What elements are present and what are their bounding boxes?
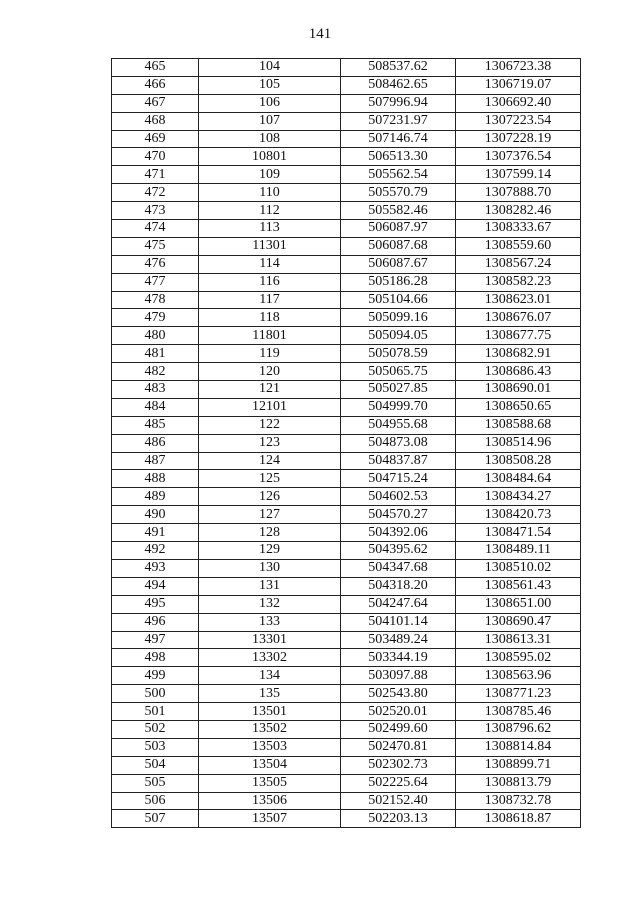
x-coordinate-cell: 502203.13 [341,810,456,828]
x-coordinate-cell: 505065.75 [341,363,456,381]
row-number-cell: 481 [112,345,199,363]
x-coordinate-cell: 502225.64 [341,774,456,792]
x-coordinate-cell: 502499.60 [341,720,456,738]
row-number-cell: 487 [112,452,199,470]
point-id-cell: 119 [199,345,341,363]
row-number-cell: 488 [112,470,199,488]
row-number-cell: 469 [112,130,199,148]
table-row [112,59,581,77]
table-row [112,703,581,721]
y-coordinate-cell: 1308434.27 [456,488,581,506]
row-number-cell: 501 [112,703,199,721]
y-coordinate-cell: 1308561.43 [456,577,581,595]
y-coordinate-cell: 1308484.64 [456,470,581,488]
y-coordinate-cell: 1308420.73 [456,506,581,524]
y-coordinate-cell: 1308582.23 [456,273,581,291]
row-number-cell: 498 [112,649,199,667]
row-number-cell: 468 [112,112,199,130]
point-id-cell: 132 [199,595,341,613]
y-coordinate-cell: 1306719.07 [456,76,581,94]
row-number-cell: 483 [112,381,199,399]
point-id-cell: 105 [199,76,341,94]
x-coordinate-cell: 505582.46 [341,202,456,220]
x-coordinate-cell: 504999.70 [341,398,456,416]
point-id-cell: 13506 [199,792,341,810]
x-coordinate-cell: 502152.40 [341,792,456,810]
point-id-cell: 12101 [199,398,341,416]
x-coordinate-cell: 508537.62 [341,59,456,77]
row-number-cell: 479 [112,309,199,327]
table-row [112,577,581,595]
table-row [112,738,581,756]
row-number-cell: 496 [112,613,199,631]
point-id-cell: 106 [199,94,341,112]
point-id-cell: 107 [199,112,341,130]
point-id-cell: 125 [199,470,341,488]
row-number-cell: 506 [112,792,199,810]
table-row [112,685,581,703]
point-id-cell: 109 [199,166,341,184]
row-number-cell: 486 [112,434,199,452]
x-coordinate-cell: 504318.20 [341,577,456,595]
point-id-cell: 116 [199,273,341,291]
point-id-cell: 135 [199,685,341,703]
row-number-cell: 497 [112,631,199,649]
point-id-cell: 124 [199,452,341,470]
y-coordinate-cell: 1308813.79 [456,774,581,792]
point-id-cell: 110 [199,184,341,202]
table-row [112,649,581,667]
y-coordinate-cell: 1308282.46 [456,202,581,220]
x-coordinate-cell: 502470.81 [341,738,456,756]
table-row [112,291,581,309]
table-row [112,810,581,828]
y-coordinate-cell: 1308796.62 [456,720,581,738]
row-number-cell: 491 [112,524,199,542]
x-coordinate-cell: 505104.66 [341,291,456,309]
row-number-cell: 480 [112,327,199,345]
table-row [112,255,581,273]
point-id-cell: 121 [199,381,341,399]
row-number-cell: 503 [112,738,199,756]
table-row [112,202,581,220]
y-coordinate-cell: 1308677.75 [456,327,581,345]
table-row [112,470,581,488]
x-coordinate-cell: 503344.19 [341,649,456,667]
y-coordinate-cell: 1308559.60 [456,237,581,255]
y-coordinate-cell: 1307376.54 [456,148,581,166]
y-coordinate-cell: 1308899.71 [456,756,581,774]
point-id-cell: 11301 [199,237,341,255]
y-coordinate-cell: 1308676.07 [456,309,581,327]
row-number-cell: 470 [112,148,199,166]
y-coordinate-cell: 1307599.14 [456,166,581,184]
table-row [112,76,581,94]
point-id-cell: 114 [199,255,341,273]
row-number-cell: 475 [112,237,199,255]
row-number-cell: 466 [112,76,199,94]
table-row [112,184,581,202]
y-coordinate-cell: 1307223.54 [456,112,581,130]
x-coordinate-cell: 504570.27 [341,506,456,524]
row-number-cell: 474 [112,220,199,238]
point-id-cell: 118 [199,309,341,327]
page-number: 141 [308,26,332,42]
table-row [112,488,581,506]
y-coordinate-cell: 1308563.96 [456,667,581,685]
point-id-cell: 13301 [199,631,341,649]
y-coordinate-cell: 1308623.01 [456,291,581,309]
point-id-cell: 131 [199,577,341,595]
x-coordinate-cell: 507231.97 [341,112,456,130]
y-coordinate-cell: 1308514.96 [456,434,581,452]
table-row [112,559,581,577]
table-row [112,112,581,130]
x-coordinate-cell: 506087.68 [341,237,456,255]
coordinates-table-body [112,59,581,828]
table-row [112,148,581,166]
y-coordinate-cell: 1307228.19 [456,130,581,148]
table-row [112,130,581,148]
table-row [112,327,581,345]
row-number-cell: 492 [112,542,199,560]
point-id-cell: 127 [199,506,341,524]
y-coordinate-cell: 1306692.40 [456,94,581,112]
x-coordinate-cell: 507146.74 [341,130,456,148]
y-coordinate-cell: 1308471.54 [456,524,581,542]
table-row [112,595,581,613]
y-coordinate-cell: 1308686.43 [456,363,581,381]
y-coordinate-cell: 1308651.00 [456,595,581,613]
y-coordinate-cell: 1308489.11 [456,542,581,560]
table-row [112,542,581,560]
x-coordinate-cell: 504347.68 [341,559,456,577]
row-number-cell: 505 [112,774,199,792]
row-number-cell: 484 [112,398,199,416]
row-number-cell: 494 [112,577,199,595]
table-row [112,631,581,649]
x-coordinate-cell: 505094.05 [341,327,456,345]
y-coordinate-cell: 1308567.24 [456,255,581,273]
y-coordinate-cell: 1308588.68 [456,416,581,434]
point-id-cell: 13502 [199,720,341,738]
x-coordinate-cell: 502543.80 [341,685,456,703]
table-row [112,345,581,363]
table-row [112,774,581,792]
x-coordinate-cell: 505099.16 [341,309,456,327]
x-coordinate-cell: 506513.30 [341,148,456,166]
y-coordinate-cell: 1308732.78 [456,792,581,810]
row-number-cell: 507 [112,810,199,828]
point-id-cell: 113 [199,220,341,238]
table-row [112,381,581,399]
table-row [112,273,581,291]
table-row [112,309,581,327]
point-id-cell: 122 [199,416,341,434]
x-coordinate-cell: 507996.94 [341,94,456,112]
y-coordinate-cell: 1308618.87 [456,810,581,828]
point-id-cell: 13501 [199,703,341,721]
row-number-cell: 478 [112,291,199,309]
row-number-cell: 477 [112,273,199,291]
x-coordinate-cell: 508462.65 [341,76,456,94]
row-number-cell: 502 [112,720,199,738]
x-coordinate-cell: 504715.24 [341,470,456,488]
y-coordinate-cell: 1308595.02 [456,649,581,667]
row-number-cell: 499 [112,667,199,685]
x-coordinate-cell: 502520.01 [341,703,456,721]
point-id-cell: 130 [199,559,341,577]
point-id-cell: 126 [199,488,341,506]
x-coordinate-cell: 506087.67 [341,255,456,273]
x-coordinate-cell: 504873.08 [341,434,456,452]
x-coordinate-cell: 504955.68 [341,416,456,434]
row-number-cell: 467 [112,94,199,112]
point-id-cell: 117 [199,291,341,309]
table-row [112,667,581,685]
point-id-cell: 13505 [199,774,341,792]
row-number-cell: 500 [112,685,199,703]
x-coordinate-cell: 504602.53 [341,488,456,506]
point-id-cell: 11801 [199,327,341,345]
table-row [112,398,581,416]
x-coordinate-cell: 502302.73 [341,756,456,774]
y-coordinate-cell: 1308333.67 [456,220,581,238]
point-id-cell: 134 [199,667,341,685]
row-number-cell: 493 [112,559,199,577]
y-coordinate-cell: 1308690.01 [456,381,581,399]
table-row [112,792,581,810]
row-number-cell: 489 [112,488,199,506]
table-row [112,613,581,631]
x-coordinate-cell: 503097.88 [341,667,456,685]
table-row [112,720,581,738]
row-number-cell: 482 [112,363,199,381]
point-id-cell: 13503 [199,738,341,756]
point-id-cell: 129 [199,542,341,560]
x-coordinate-cell: 506087.97 [341,220,456,238]
point-id-cell: 13302 [199,649,341,667]
row-number-cell: 473 [112,202,199,220]
x-coordinate-cell: 505027.85 [341,381,456,399]
y-coordinate-cell: 1308613.31 [456,631,581,649]
x-coordinate-cell: 504101.14 [341,613,456,631]
row-number-cell: 490 [112,506,199,524]
point-id-cell: 123 [199,434,341,452]
row-number-cell: 471 [112,166,199,184]
table-row [112,166,581,184]
y-coordinate-cell: 1308508.28 [456,452,581,470]
y-coordinate-cell: 1308682.91 [456,345,581,363]
point-id-cell: 13504 [199,756,341,774]
point-id-cell: 10801 [199,148,341,166]
table-row [112,506,581,524]
x-coordinate-cell: 505078.59 [341,345,456,363]
point-id-cell: 128 [199,524,341,542]
row-number-cell: 495 [112,595,199,613]
point-id-cell: 108 [199,130,341,148]
y-coordinate-cell: 1308771.23 [456,685,581,703]
x-coordinate-cell: 504247.64 [341,595,456,613]
y-coordinate-cell: 1308650.65 [456,398,581,416]
x-coordinate-cell: 504392.06 [341,524,456,542]
x-coordinate-cell: 505570.79 [341,184,456,202]
row-number-cell: 476 [112,255,199,273]
x-coordinate-cell: 504837.87 [341,452,456,470]
y-coordinate-cell: 1308785.46 [456,703,581,721]
point-id-cell: 133 [199,613,341,631]
table-row [112,237,581,255]
table-row [112,416,581,434]
row-number-cell: 504 [112,756,199,774]
y-coordinate-cell: 1306723.38 [456,59,581,77]
y-coordinate-cell: 1308690.47 [456,613,581,631]
y-coordinate-cell: 1307888.70 [456,184,581,202]
row-number-cell: 472 [112,184,199,202]
table-row [112,434,581,452]
table-row [112,756,581,774]
x-coordinate-cell: 504395.62 [341,542,456,560]
point-id-cell: 13507 [199,810,341,828]
table-row [112,220,581,238]
y-coordinate-cell: 1308814.84 [456,738,581,756]
point-id-cell: 112 [199,202,341,220]
row-number-cell: 485 [112,416,199,434]
x-coordinate-cell: 503489.24 [341,631,456,649]
table-row [112,524,581,542]
coordinates-table [111,58,581,828]
table-row [112,363,581,381]
row-number-cell: 465 [112,59,199,77]
x-coordinate-cell: 505186.28 [341,273,456,291]
point-id-cell: 104 [199,59,341,77]
point-id-cell: 120 [199,363,341,381]
table-row [112,94,581,112]
x-coordinate-cell: 505562.54 [341,166,456,184]
y-coordinate-cell: 1308510.02 [456,559,581,577]
table-row [112,452,581,470]
